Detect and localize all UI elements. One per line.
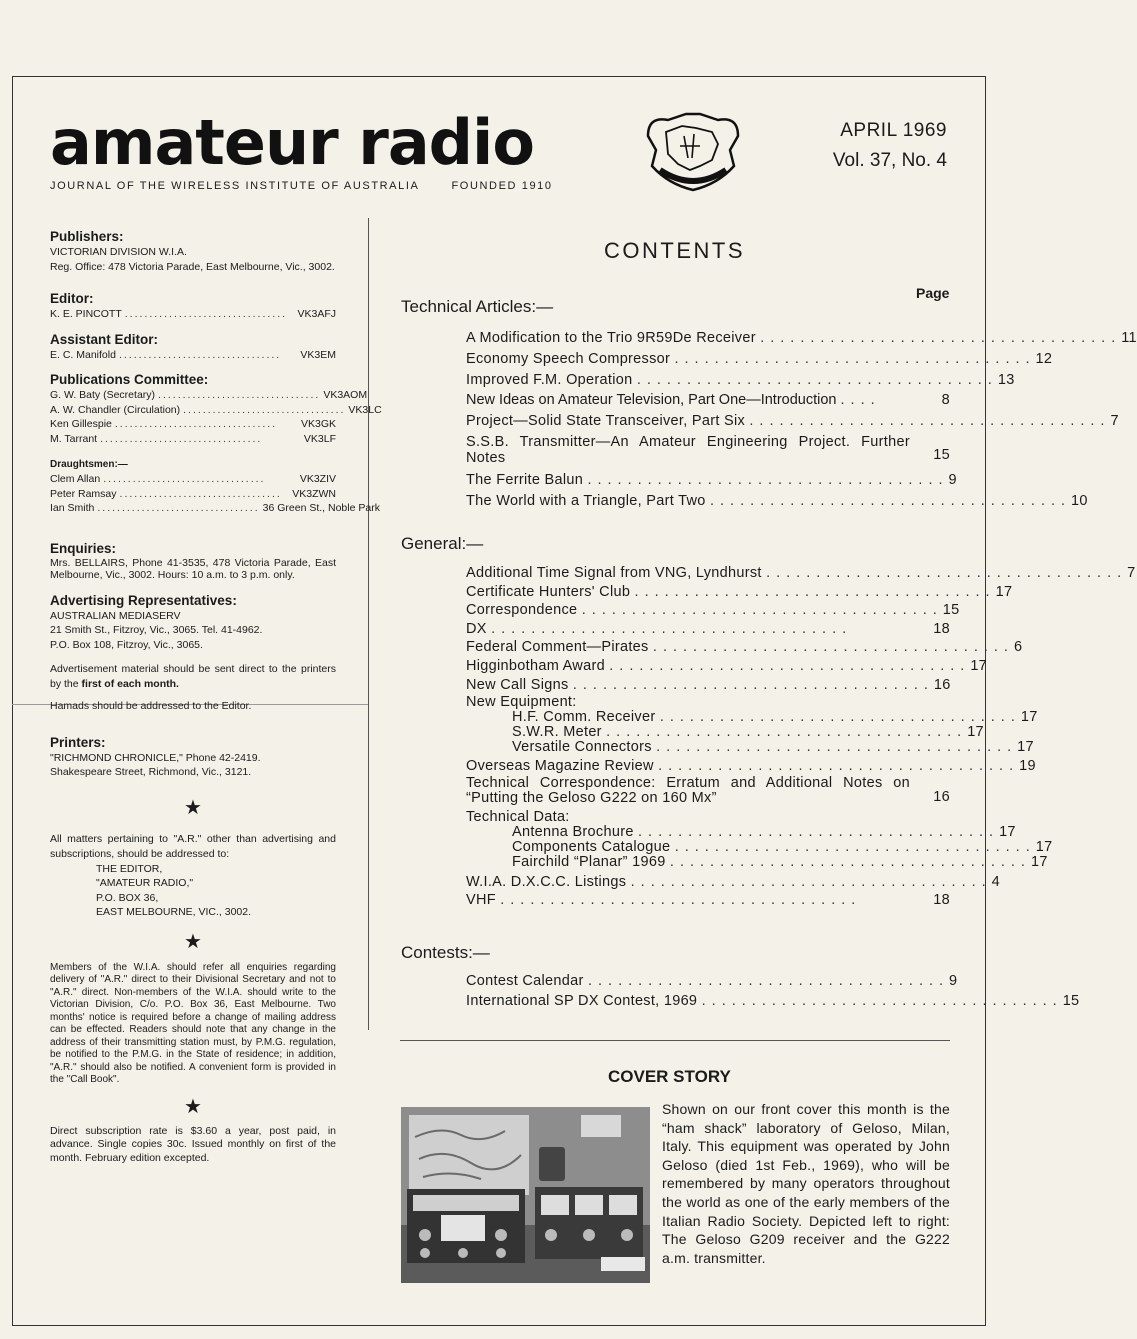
journal-title: amateur radio bbox=[50, 106, 534, 179]
member-name: M. Tarrant bbox=[50, 432, 98, 445]
toc-entry[interactable]: A Modification to the Trio 9R59De Receiver .................................... 11 bbox=[466, 328, 950, 349]
subscription-note: Direct subscription rate is $3.60 a year, post paid, in advance. Single copies 30c. Issued monthly on first of the month. February edition excepted. bbox=[50, 1124, 336, 1164]
member-call: VK3LF bbox=[303, 432, 336, 445]
founded-year: FOUNDED 1910 bbox=[451, 180, 553, 192]
journal-subtitle bbox=[50, 180, 553, 192]
assistant-editor-row: E. C. Manifold ................................. VK3EM bbox=[50, 348, 336, 361]
toc-page: 18 bbox=[933, 620, 950, 637]
publishers-heading: Publishers: bbox=[50, 229, 124, 244]
member-call: 36 Green St., Noble Park bbox=[262, 502, 380, 514]
member-call: VK3LC bbox=[348, 403, 382, 416]
page-column-header: Page bbox=[916, 285, 950, 301]
cover-photo bbox=[401, 1107, 650, 1283]
toc-entry[interactable]: New Call Signs .................................... 16 bbox=[466, 676, 951, 693]
toc-page: 17 bbox=[999, 823, 1016, 840]
editor-name: K. E. PINCOTT bbox=[50, 308, 122, 320]
advertising-note bbox=[50, 662, 336, 691]
toc-entry[interactable]: Higginbotham Award .................................... 17 bbox=[466, 657, 988, 674]
enquiries-heading: Enquiries: bbox=[50, 540, 117, 556]
editor-heading: Editor: bbox=[50, 291, 94, 306]
toc-title: S.W.R. Meter bbox=[512, 724, 602, 741]
printers-heading: Printers: bbox=[50, 734, 106, 750]
toc-entry[interactable]: Economy Speech Compressor .................................... 12 bbox=[466, 349, 950, 370]
star-separator: ★ bbox=[184, 796, 202, 819]
editor-call: VK3AFJ bbox=[297, 308, 336, 320]
toc-page: 4 bbox=[991, 873, 1001, 890]
toc-title: DX bbox=[466, 620, 487, 637]
toc-entry[interactable]: Project—Solid State Transceiver, Part Six .................................... 7 bbox=[466, 411, 950, 432]
toc-title: Technical Correspondence: Erratum and Additional Notes on “Putting the Geloso G222 on 160 Mx” bbox=[466, 774, 910, 807]
cover-divider bbox=[400, 1040, 950, 1041]
advertising-note-deadline: first of each month. bbox=[81, 677, 179, 690]
general-heading: General:— bbox=[401, 534, 484, 553]
contests-list bbox=[466, 971, 1080, 1011]
toc-entry[interactable]: New Ideas on Amateur Television, Part One—Introduction .... 8 bbox=[466, 390, 950, 411]
toc-page: 9 bbox=[949, 973, 958, 989]
publishers-office: Reg. Office: 478 Victoria Parade, East Melbourne, Vic., 3002. bbox=[50, 260, 335, 273]
wia-emblem-icon bbox=[638, 106, 748, 196]
address-line: EAST MELBOURNE, VIC., 3002. bbox=[96, 906, 252, 918]
toc-entry[interactable]: Fairchild “Planar” 1969 .................................... 17 bbox=[512, 853, 1048, 870]
member-name: Peter Ramsay bbox=[50, 487, 117, 500]
toc-entry[interactable]: Certificate Hunters' Club .................................... 17 bbox=[466, 583, 1013, 600]
committee-row: G. W. Baty (Secretary) ................................. VK3AOM bbox=[50, 389, 368, 401]
toc-title: H.F. Comm. Receiver bbox=[512, 709, 656, 726]
new-equipment-heading: New Equipment: bbox=[466, 694, 577, 711]
toc-title: A Modification to the Trio 9R59De Receiver bbox=[466, 330, 756, 346]
toc-title: Overseas Magazine Review bbox=[466, 758, 654, 775]
toc-page: 15 bbox=[942, 602, 960, 619]
advertising-address2: P.O. Box 108, Fitzroy, Vic., 3065. bbox=[50, 638, 203, 651]
assistant-editor-call: VK3EM bbox=[300, 348, 336, 361]
toc-entry[interactable]: The Ferrite Balun .................................... 9 bbox=[466, 470, 950, 491]
enquiries-text: Mrs. BELLAIRS, Phone 41-3535, 478 Victoria Parade, East Melbourne, Vic., 3002. Hours: 10 a.m. to 3 p.m. only. bbox=[50, 556, 336, 581]
toc-entry[interactable]: Overseas Magazine Review .................................... 19 bbox=[466, 758, 1036, 775]
toc-page: 10 bbox=[1071, 492, 1088, 509]
toc-title: Federal Comment—Pirates bbox=[466, 639, 649, 656]
draughtsmen-heading: Draughtsmen:— bbox=[50, 459, 128, 470]
issue-date: APRIL 1969 bbox=[840, 120, 947, 141]
toc-page: 13 bbox=[997, 371, 1015, 388]
advertising-note-text: Advertisement material should be sent direct to the printers by the bbox=[50, 663, 336, 690]
toc-entry[interactable]: Contest Calendar .................................... 9 bbox=[466, 973, 958, 989]
toc-entry[interactable] bbox=[466, 434, 950, 466]
general-list bbox=[466, 564, 1136, 910]
cover-story-text: Shown on our front cover this month is the “ham shack” laboratory of Geloso, Milan, Italy. This equipment was operated by John Geloso (died 1st Feb., 1969), who will be remembered by many operators throughout the world as one of the early members of the Italian Radio Society. Depicted left to right: The Geloso G209 receiver and the G222 a.m. transmitter. bbox=[662, 1101, 950, 1266]
toc-title: The World with a Triangle, Part Two bbox=[466, 492, 706, 509]
toc-title: Certificate Hunters' Club bbox=[466, 583, 631, 600]
committee-row: M. Tarrant ................................. VK3LF bbox=[50, 432, 336, 445]
committee-row: A. W. Chandler (Circulation) ................................. VK3LC bbox=[50, 403, 382, 416]
toc-title: Improved F.M. Operation bbox=[466, 371, 633, 388]
toc-page: 16 bbox=[933, 789, 950, 806]
address-line: "AMATEUR RADIO," bbox=[96, 877, 194, 889]
advertising-heading: Advertising Representatives: bbox=[50, 592, 237, 608]
member-call: VK3GK bbox=[300, 418, 336, 430]
toc-title: Higginbotham Award bbox=[466, 657, 605, 674]
member-name: A. W. Chandler (Circulation) bbox=[50, 403, 181, 416]
toc-title: Contest Calendar bbox=[466, 973, 584, 989]
technical-articles-list bbox=[466, 328, 1137, 512]
toc-entry[interactable]: International SP DX Contest, 1969 .................................... 15 bbox=[466, 993, 1080, 1009]
toc-entry[interactable]: H.F. Comm. Receiver .................................... 17 bbox=[512, 709, 1038, 726]
toc-title: Versatile Connectors bbox=[512, 739, 652, 756]
members-note: Members of the W.I.A. should refer all enquiries regarding delivery of "A.R." direct to their Divisional Secretary and not to "A.R." direct. Non-members of the W.I.A. should write to the Victorian Division, C/o. P.O. Box 36, East Melbourne. Two months' notice is required before a change of mailing address can be effected. Readers should note that any change in the address of their transmitting station must, by P.M.G. regulation, be notified to the P.M.G. in the State of residence; in addition, "A.R." should also be notified. A convenient form is provided in the "Call Book". bbox=[50, 961, 336, 1085]
toc-title: Project—Solid State Transceiver, Part Six bbox=[466, 413, 746, 430]
toc-page: 11 bbox=[1121, 330, 1137, 346]
toc-page: 12 bbox=[1035, 350, 1053, 367]
committee-heading: Publications Committee: bbox=[50, 372, 209, 387]
journal-subtitle-text: JOURNAL OF THE WIRELESS INSTITUTE OF AUSTRALIA bbox=[50, 180, 419, 192]
technical-articles-heading: Technical Articles:— bbox=[401, 297, 554, 316]
member-name: Ian Smith bbox=[50, 502, 95, 514]
editor-address bbox=[96, 862, 336, 920]
star-separator: ★ bbox=[184, 930, 202, 953]
toc-title: Antenna Brochure bbox=[512, 823, 634, 840]
toc-entry[interactable]: W.I.A. D.X.C.C. Listings .................................... 4 bbox=[466, 873, 1001, 890]
publishers-name: VICTORIAN DIVISION W.I.A. bbox=[50, 246, 187, 258]
toc-title: W.I.A. D.X.C.C. Listings bbox=[466, 873, 627, 890]
member-call: VK3ZIV bbox=[299, 473, 336, 485]
toc-page: 17 bbox=[1035, 838, 1053, 855]
contents-title: CONTENTS bbox=[604, 238, 745, 263]
toc-title: Fairchild “Planar” 1969 bbox=[512, 853, 666, 870]
toc-entry[interactable]: Components Catalogue .................................... 17 bbox=[512, 838, 1053, 855]
toc-title: Additional Time Signal from VNG, Lyndhurst bbox=[466, 565, 762, 581]
toc-title: Economy Speech Compressor bbox=[466, 350, 671, 367]
toc-page: 15 bbox=[1062, 993, 1080, 1009]
toc-page: 17 bbox=[967, 724, 984, 741]
toc-title: New Call Signs bbox=[466, 676, 569, 693]
toc-page: 17 bbox=[1017, 739, 1034, 756]
toc-title: Correspondence bbox=[466, 602, 578, 619]
assistant-editor-name: E. C. Manifold bbox=[50, 348, 116, 361]
toc-entry[interactable]: The World with a Triangle, Part Two .................................... 10 bbox=[466, 491, 950, 512]
member-call: VK3ZWN bbox=[292, 487, 336, 500]
toc-page: 17 bbox=[995, 583, 1013, 600]
printers-line2: Shakespeare Street, Richmond, Vic., 3121. bbox=[50, 766, 252, 778]
toc-entry[interactable]: Federal Comment—Pirates .................................... 6 bbox=[466, 639, 1023, 656]
column-divider bbox=[368, 218, 369, 1030]
member-name: G. W. Baty (Secretary) bbox=[50, 389, 156, 401]
address-line: P.O. BOX 36, bbox=[96, 891, 159, 904]
toc-page: 16 bbox=[933, 676, 951, 693]
draughtsman-row: Clem Allan ................................. VK3ZIV bbox=[50, 473, 336, 485]
member-name: Ken Gillespie bbox=[50, 418, 112, 430]
toc-page: 7 bbox=[1110, 413, 1119, 430]
assistant-editor-heading: Assistant Editor: bbox=[50, 331, 159, 347]
masthead bbox=[50, 106, 553, 192]
issue-info bbox=[812, 120, 947, 172]
toc-entry[interactable]: DX .................................... 18 bbox=[466, 620, 950, 637]
contests-heading: Contests:— bbox=[401, 943, 490, 962]
advertising-name: AUSTRALIAN MEDIASERV bbox=[50, 609, 181, 622]
toc-page: 8 bbox=[941, 392, 950, 409]
toc-entry[interactable] bbox=[466, 776, 950, 807]
toc-page: 17 bbox=[970, 657, 988, 674]
cover-story-title: COVER STORY bbox=[608, 1067, 731, 1086]
toc-entry[interactable]: S.W.R. Meter .................................... 17 bbox=[512, 724, 984, 741]
address-line: THE EDITOR, bbox=[96, 862, 163, 875]
toc-entry[interactable]: Correspondence .................................... 15 bbox=[466, 602, 960, 619]
matters-note: All matters pertaining to "A.R." other than advertising and subscriptions, should be addressed to: bbox=[50, 832, 336, 860]
toc-title: VHF bbox=[466, 892, 496, 909]
draughtsman-row: Peter Ramsay ................................. VK3ZWN bbox=[50, 487, 336, 500]
toc-page: 9 bbox=[948, 471, 957, 488]
member-call: VK3AOM bbox=[323, 389, 368, 401]
toc-title: The Ferrite Balun bbox=[466, 471, 584, 488]
toc-title: Components Catalogue bbox=[512, 838, 671, 855]
toc-page: 17 bbox=[1030, 853, 1048, 870]
printers-line1: "RICHMOND CHRONICLE," Phone 42-2419. bbox=[50, 751, 261, 764]
advertising-address1: 21 Smith St., Fitzroy, Vic., 3065. Tel. 41-4962. bbox=[50, 624, 263, 636]
masthead-column bbox=[50, 228, 382, 1165]
toc-entry[interactable]: Improved F.M. Operation .................................... 13 bbox=[466, 370, 950, 391]
toc-entry[interactable]: Versatile Connectors .................................... 17 bbox=[512, 739, 1034, 756]
toc-entry[interactable]: Additional Time Signal from VNG, Lyndhurst .................................... 7 bbox=[466, 565, 1136, 581]
toc-page: 19 bbox=[1019, 758, 1036, 775]
toc-page: 6 bbox=[1013, 639, 1023, 656]
hamads-note: Hamads should be addressed to the Editor. bbox=[50, 700, 252, 712]
member-name: Clem Allan bbox=[50, 473, 101, 485]
toc-page: 18 bbox=[933, 892, 950, 909]
editor-row: K. E. PINCOTT ................................. VK3AFJ bbox=[50, 308, 336, 320]
toc-entry[interactable]: Antenna Brochure .................................... 17 bbox=[512, 823, 1016, 840]
issue-volume: Vol. 37, No. 4 bbox=[832, 150, 947, 171]
toc-title: New Ideas on Amateur Television, Part One—Introduction bbox=[466, 392, 837, 409]
toc-page: 7 bbox=[1127, 565, 1136, 581]
toc-title: S.S.B. Transmitter—An Amateur Engineering Project. Further Notes bbox=[466, 433, 910, 466]
draughtsman-row: Ian Smith ................................. 36 Green St., Noble Park bbox=[50, 502, 380, 514]
technical-data-heading: Technical Data: bbox=[466, 808, 570, 825]
toc-title: International SP DX Contest, 1969 bbox=[466, 993, 698, 1009]
toc-page: 17 bbox=[1020, 709, 1038, 726]
toc-page: 15 bbox=[933, 447, 950, 464]
toc-entry[interactable]: VHF .................................... 18 bbox=[466, 892, 950, 909]
committee-row: Ken Gillespie ................................. VK3GK bbox=[50, 418, 336, 430]
star-separator: ★ bbox=[184, 1095, 202, 1118]
